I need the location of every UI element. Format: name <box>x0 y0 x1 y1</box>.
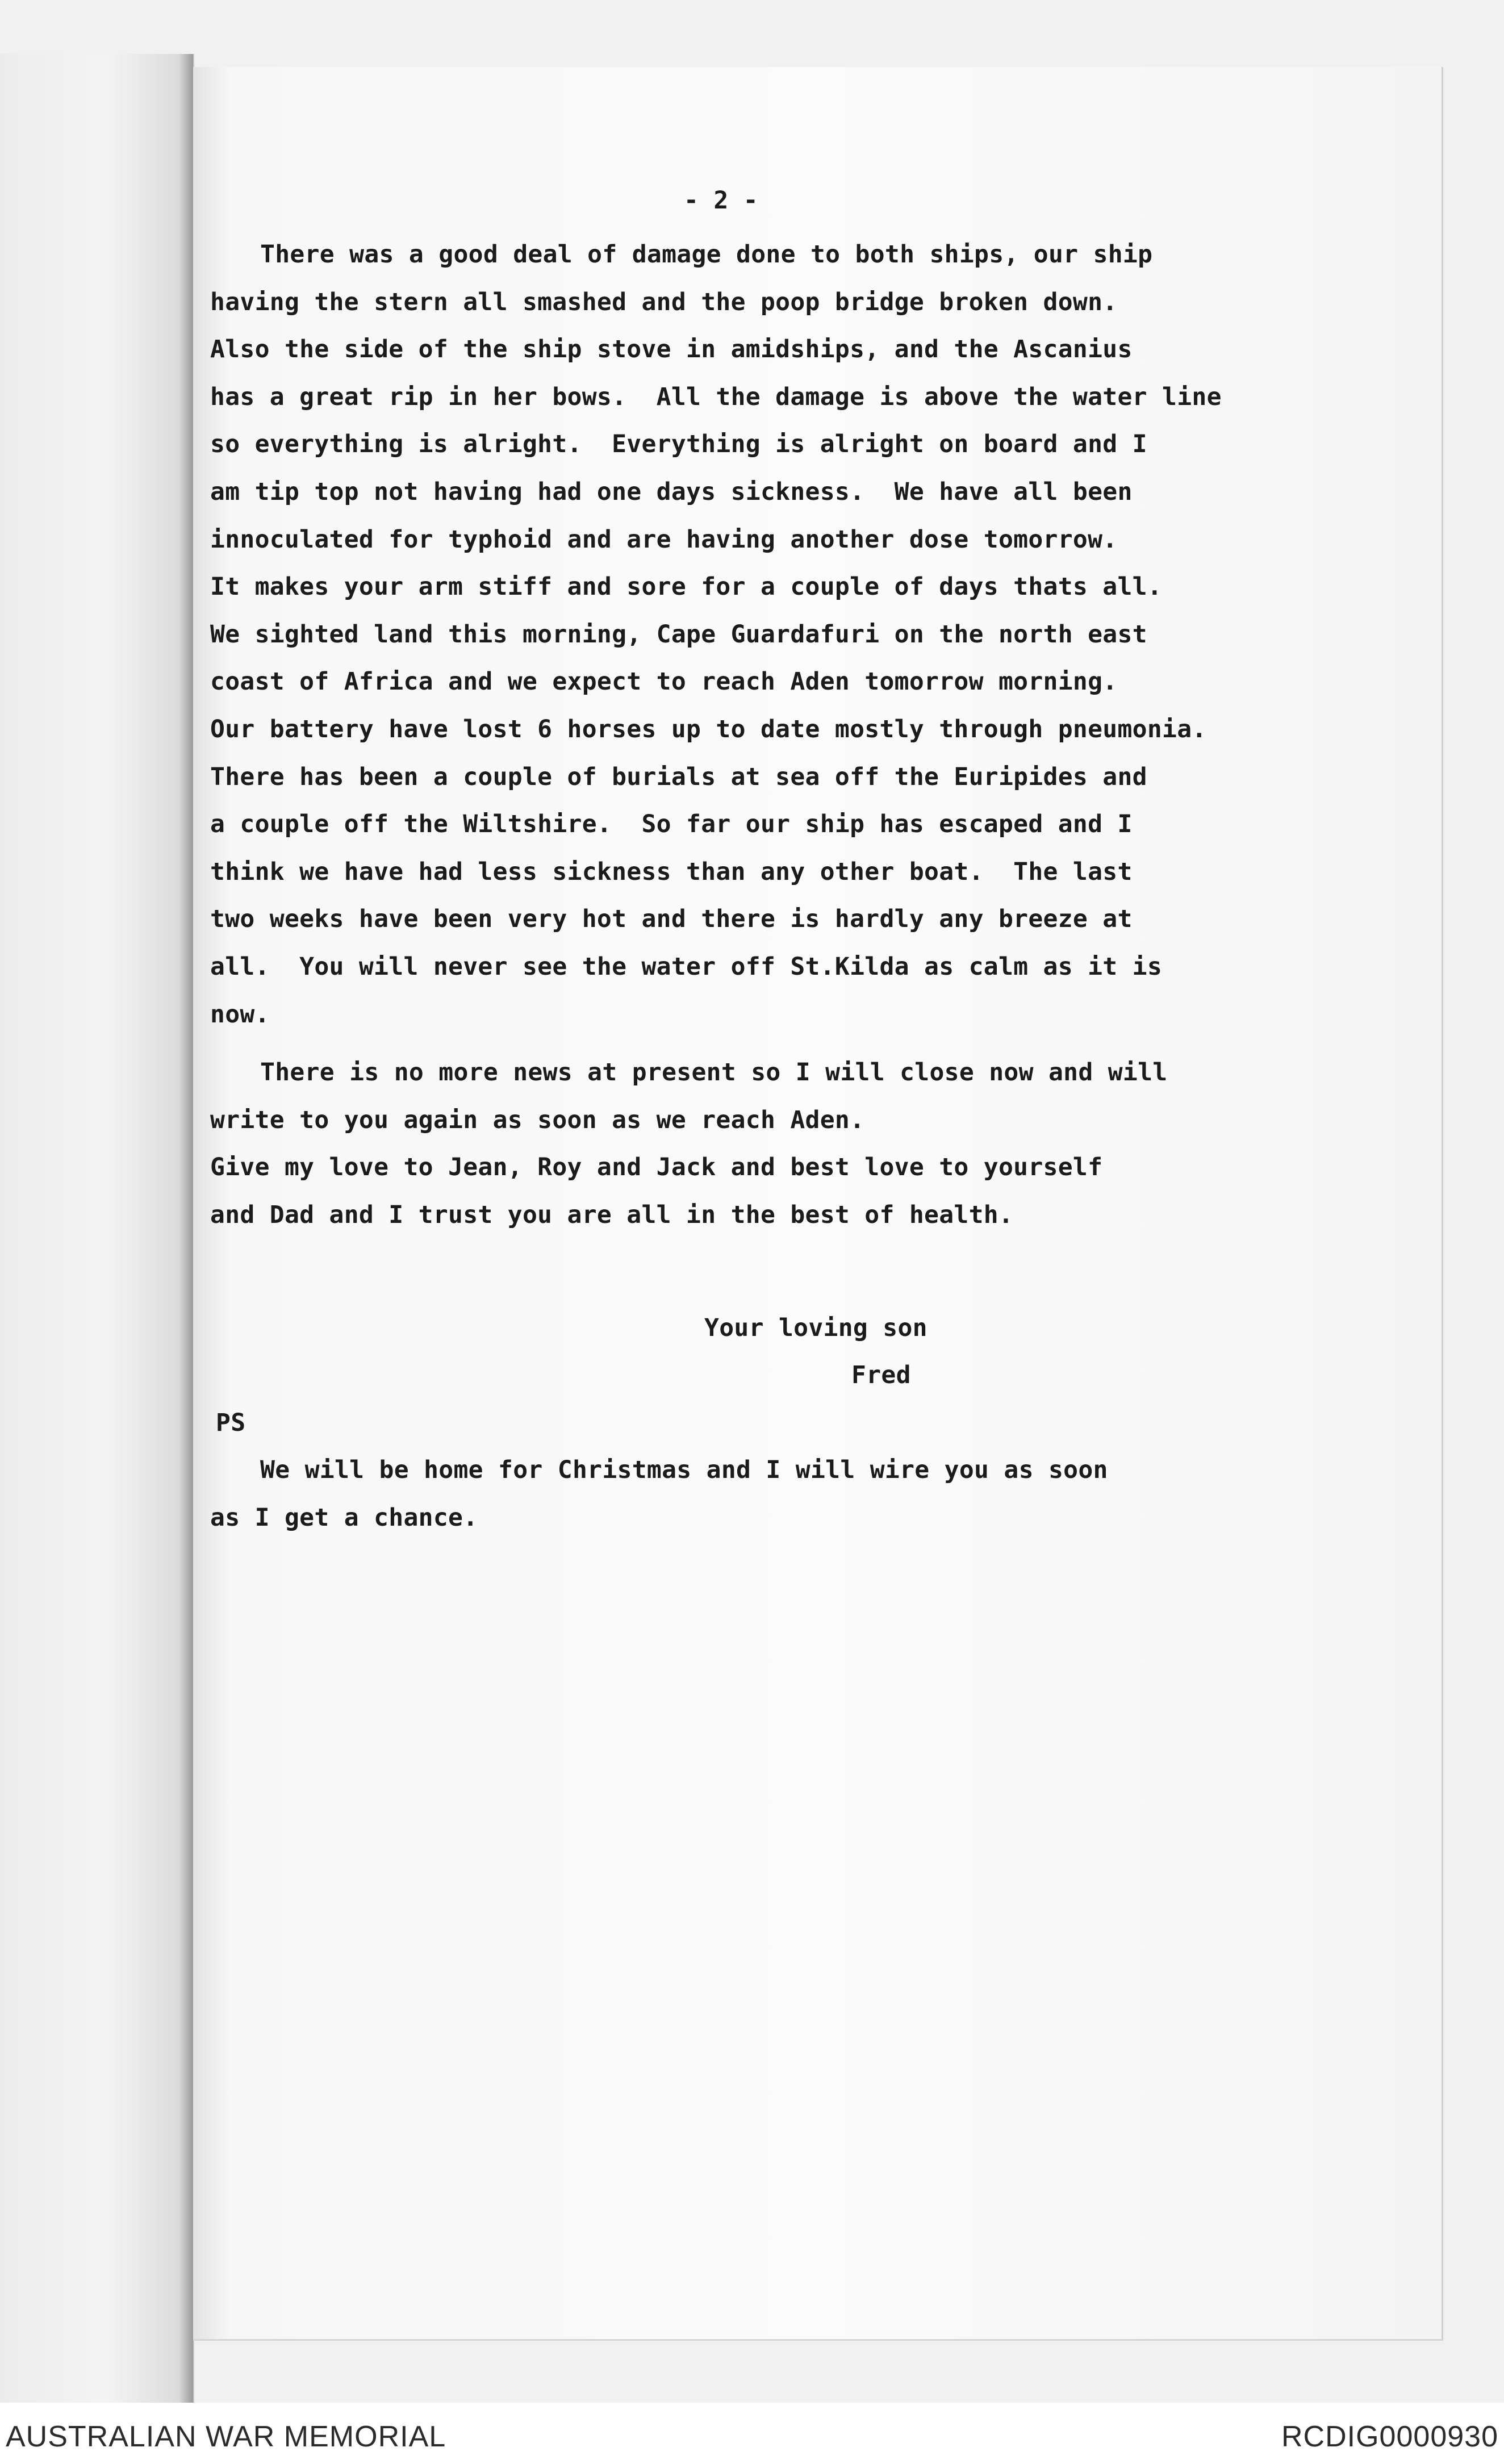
text-line: Give my love to Jean, Roy and Jack and best love to yourself <box>210 1153 1103 1182</box>
text-line: has a great rip in her bows. All the damage is above the water line <box>210 382 1222 411</box>
ps-label: PS <box>216 1409 246 1437</box>
page-number: - 2 - <box>684 186 758 215</box>
letter-page <box>193 67 1443 2341</box>
text-line: am tip top not having had one days sickness. We have all been <box>210 478 1133 506</box>
signature: Fred <box>851 1361 911 1389</box>
text-line: innoculated for typhoid and are having another dose tomorrow. <box>210 525 1118 554</box>
letter-text <box>193 67 1442 2339</box>
text-line: think we have had less sickness than any other boat. The last <box>210 857 1133 886</box>
footer-credit: AUSTRALIAN WAR MEMORIAL <box>6 2420 446 2453</box>
text-line: so everything is alright. Everything is alright on board and I <box>210 430 1147 459</box>
text-line: a couple off the Wiltshire. So far our ship has escaped and I <box>210 810 1133 839</box>
text-line: There is no more news at present so I will close now and will <box>260 1058 1168 1087</box>
text-line: and Dad and I trust you are all in the best of health. <box>210 1200 1014 1229</box>
text-line: Our battery have lost 6 horses up to date mostly through pneumonia. <box>210 715 1207 744</box>
text-line: It makes your arm stiff and sore for a couple of days thats all. <box>210 573 1163 602</box>
text-line: Also the side of the ship stove in amidships, and the Ascanius <box>210 335 1133 364</box>
footer-id: RCDIG0000930 <box>1281 2420 1498 2453</box>
text-line: all. You will never see the water off St.Kilda as calm as it is <box>210 953 1163 981</box>
text-line: There was a good deal of damage done to both ships, our ship <box>260 240 1153 269</box>
left-facing-page <box>0 54 193 2403</box>
text-line: We sighted land this morning, Cape Guardafuri on the north east <box>210 620 1147 649</box>
text-line: two weeks have been very hot and there is hardly any breeze at <box>210 905 1133 934</box>
text-line: We will be home for Christmas and I will wire you as soon <box>260 1456 1108 1484</box>
text-line: as I get a chance. <box>210 1503 478 1532</box>
text-line: having the stern all smashed and the poop bridge broken down. <box>210 287 1118 316</box>
text-line: coast of Africa and we expect to reach Aden tomorrow morning. <box>210 667 1118 696</box>
footer <box>0 2403 1504 2464</box>
binding-shadow <box>179 54 194 2403</box>
closing: Your loving son <box>704 1314 928 1342</box>
text-line: write to you again as soon as we reach Aden. <box>210 1105 865 1134</box>
text-line: now. <box>210 1000 270 1029</box>
text-line: There has been a couple of burials at sea off the Euripides and <box>210 762 1147 791</box>
